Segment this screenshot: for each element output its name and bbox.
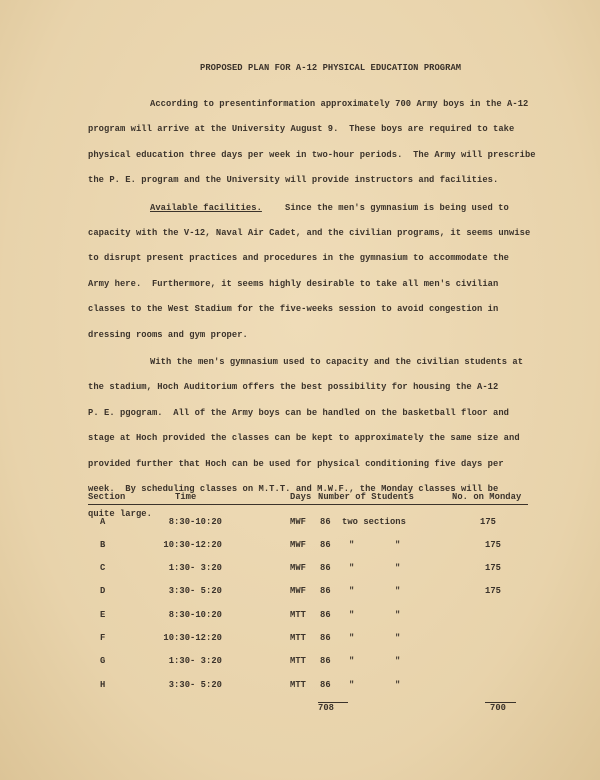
cell-number: 86	[320, 680, 331, 690]
ditto-mark: "	[349, 586, 355, 596]
paragraph-line: the P. E. program and the University will provide instructors and facilities.	[88, 175, 499, 186]
paragraph-line: physical education three days per week in two-hour periods. The Army will prescribe	[88, 149, 536, 160]
table-header: Days	[290, 492, 312, 502]
cell-days: MTT	[290, 680, 306, 690]
cell-section: C	[100, 563, 106, 573]
cell-days: MWF	[290, 540, 306, 550]
cell-number: 86	[320, 610, 331, 620]
total-students: 708	[318, 703, 334, 713]
cell-days: MWF	[290, 563, 306, 573]
cell-number: 86	[320, 563, 331, 573]
cell-section: A	[100, 517, 106, 527]
ditto-mark: "	[395, 610, 401, 620]
total-monday: 700	[490, 703, 506, 713]
cell-monday: 175	[485, 563, 501, 573]
cell-number: 86	[320, 633, 331, 643]
paragraph-line: P. E. pgogram. All of the Army boys can be handled on the basketball floor and	[88, 407, 509, 418]
cell-time: 10:30-12:20	[163, 633, 222, 643]
ditto-mark: "	[349, 680, 355, 690]
paragraph-line: Since the men's gymnasium is being used to	[285, 202, 509, 213]
cell-monday: 175	[485, 540, 501, 550]
cell-monday: 175	[480, 517, 496, 527]
ditto-mark: "	[395, 540, 401, 550]
ditto-mark: "	[395, 633, 401, 643]
cell-number: 86	[320, 517, 331, 527]
ditto-mark: "	[349, 540, 355, 550]
cell-time: 1:30- 3:20	[168, 656, 222, 666]
ditto-mark: "	[395, 586, 401, 596]
cell-time: 10:30-12:20	[163, 540, 222, 550]
table-header: Section	[88, 492, 126, 502]
paragraph-line: With the men's gymnasium used to capacity and the civilian students at	[150, 357, 524, 367]
table-header: No. on Monday	[452, 492, 522, 502]
cell-section: E	[100, 610, 106, 620]
paragraph-line: quite large.	[88, 509, 152, 520]
cell-time: 8:30-10:20	[168, 517, 222, 527]
cell-number: 86	[320, 656, 331, 666]
paragraph-line: dressing rooms and gym proper.	[88, 329, 248, 340]
ditto-mark: "	[395, 680, 401, 690]
paragraph-line: week. By scheduling classes on M.T.T. and M.W.F., the Monday classes will be	[88, 484, 499, 494]
cell-time: 3:30- 5:20	[168, 680, 222, 690]
total-rule	[318, 702, 348, 703]
cell-time: 8:30-10:20	[168, 610, 222, 620]
paragraph-line: the stadium, Hoch Auditorium offers the best possibility for housing the A-12	[88, 382, 499, 393]
ditto-mark: "	[349, 610, 355, 620]
header-rule	[88, 504, 528, 505]
ditto-mark: "	[349, 563, 355, 573]
cell-section: D	[100, 586, 106, 596]
paragraph-line: Army here. Furthermore, it seems highly desirable to take all men's civilian	[88, 278, 499, 289]
cell-time: 1:30- 3:20	[168, 563, 222, 573]
paragraph-line: to disrupt present practices and procedures in the gymnasium to accommodate the	[88, 253, 509, 264]
paragraph-line: program will arrive at the University August 9. These boys are required to take	[88, 124, 515, 135]
cell-time: 3:30- 5:20	[168, 586, 222, 596]
cell-monday: 175	[485, 586, 501, 596]
table-header: Time	[175, 492, 197, 502]
cell-days: MWF	[290, 586, 306, 596]
cell-days: MTT	[290, 656, 306, 666]
cell-section: F	[100, 633, 106, 643]
ditto-mark: "	[349, 633, 355, 643]
ditto-mark: "	[395, 563, 401, 573]
ditto-mark: "	[395, 656, 401, 666]
ditto-mark: "	[349, 656, 355, 666]
paragraph-line: capacity with the V-12, Naval Air Cadet, and the civilian programs, it seems unwise	[88, 228, 531, 238]
cell-days: MWF	[290, 517, 306, 527]
section-heading: Available facilities.	[150, 202, 262, 213]
table-header: Number of Students	[318, 492, 414, 502]
cell-days: MTT	[290, 633, 306, 643]
paragraph-line: According to presentinformation approximately 700 Army boys in the A-12	[150, 99, 529, 109]
document-title: PROPOSED PLAN FOR A-12 PHYSICAL EDUCATION PROGRAM	[200, 63, 462, 73]
cell-section: G	[100, 656, 106, 666]
paragraph-line: provided further that Hoch can be used for physical conditioning five days per	[88, 458, 504, 469]
paragraph-line: classes to the West Stadium for the five-weeks session to avoid congestion in	[88, 304, 499, 315]
cell-days: MTT	[290, 610, 306, 620]
cell-number: 86	[320, 586, 331, 596]
cell-section: B	[100, 540, 106, 550]
total-rule	[485, 702, 516, 703]
cell-section: H	[100, 680, 106, 690]
paragraph-line: stage at Hoch provided the classes can be kept to approximately the same size and	[88, 433, 520, 444]
cell-note: two sections	[342, 517, 406, 527]
cell-number: 86	[320, 540, 331, 550]
